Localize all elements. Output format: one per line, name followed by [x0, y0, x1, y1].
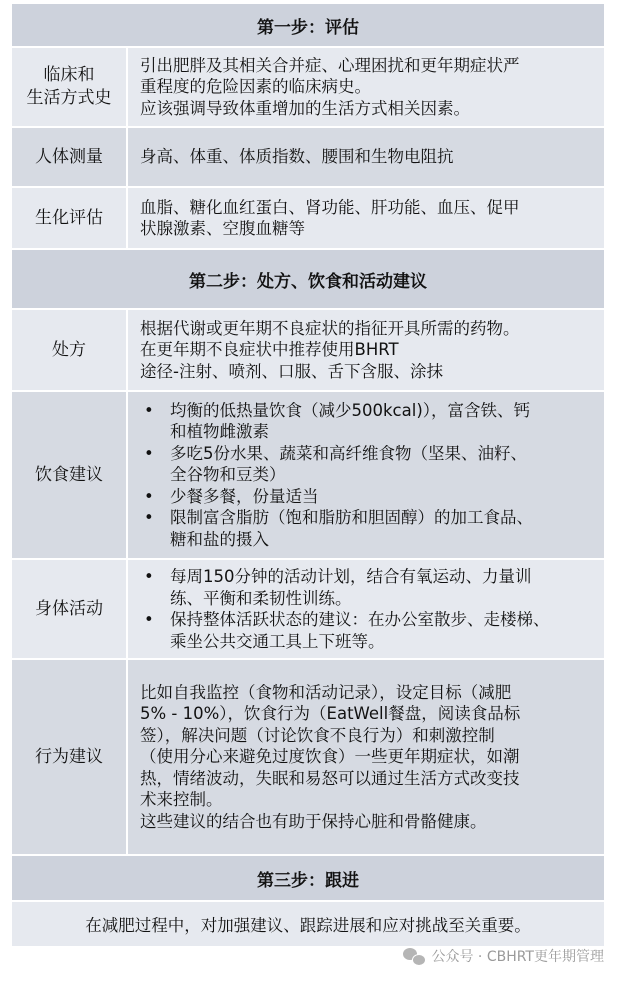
row-followup: [12, 902, 604, 948]
list-item: [140, 443, 596, 486]
step3-title: 第三步：跟进: [257, 870, 359, 891]
text-line: 根据代谢或更年期不良症状的指征开具所需的药物。: [140, 318, 520, 338]
row-diet: [12, 392, 604, 560]
wechat-icon: [403, 947, 425, 965]
row-content: [128, 48, 604, 126]
text-line: 全谷物和豆类）: [170, 465, 286, 485]
row-label: [12, 188, 128, 248]
list-item: [140, 400, 596, 443]
text-line: 血脂、糖化血红蛋白、肾功能、肝功能、血压、促甲: [140, 197, 520, 217]
label-text: 行为建议: [35, 746, 103, 767]
text-line: 应该强调导致体重增加的生活方式相关因素。: [140, 98, 470, 118]
row-label: [12, 310, 128, 390]
text-line: • 多吃5份水果、蔬菜和高纤维食物（坚果、油籽、: [170, 443, 527, 463]
row-biochemical: [12, 188, 604, 250]
label-text: 处方: [52, 339, 86, 360]
row-content: [128, 310, 604, 390]
text-line: 热，情绪波动，失眠和易怒可以通过生活方式改变技: [140, 768, 520, 788]
step3-header: [12, 856, 604, 902]
list-item: [140, 609, 596, 652]
row-clinical-history: [12, 48, 604, 128]
row-label: [12, 392, 128, 558]
label-text: 生化评估: [35, 207, 103, 228]
text-line: 术来控制。: [140, 790, 223, 810]
text-line: 途径-注射、喷剂、口服、舌下含服、涂抹: [140, 361, 443, 381]
text-line: 糖和盐的摄入: [170, 529, 269, 549]
step1-title: 第一步：评估: [257, 17, 359, 38]
list-item: [140, 507, 596, 550]
text-line: • 保持整体活跃状态的建议：在办公室散步、走楼梯、: [170, 610, 550, 629]
row-label: [12, 48, 128, 126]
row-prescription: [12, 310, 604, 392]
label-text: 身体活动: [35, 598, 103, 619]
treatment-table: [12, 4, 604, 948]
list-item: [140, 566, 596, 609]
label-text: 饮食建议: [35, 464, 103, 485]
text-line: • 每周150分钟的活动计划，结合有氧运动、力量训: [170, 567, 532, 586]
row-content: [128, 660, 604, 854]
text-line: • 均衡的低热量饮食（减少500kcal)），富含铁、钙: [170, 400, 531, 420]
text-line: 生活方式史: [26, 88, 112, 108]
watermark: [403, 946, 604, 966]
text-line: 和植物雌激素: [170, 422, 269, 442]
row-behavior: [12, 660, 604, 856]
diet-list: [140, 400, 596, 551]
followup-text: 在减肥过程中，对加强建议、跟踪进展和应对挑战至关重要。: [85, 916, 531, 935]
text-line: 乘坐公共交通工具上下班等。: [170, 631, 385, 651]
text-line: 临床和: [43, 65, 95, 85]
text-line: 这些建议的结合也有助于保持心脏和骨骼健康。: [140, 811, 487, 831]
text-line: 引出肥胖及其相关合并症、心理困扰和更年期症状严: [140, 55, 520, 75]
activity-list: [140, 566, 596, 652]
text-line: • 限制富含脂肪（饱和脂肪和胆固醇）的加工食品、: [170, 508, 533, 528]
row-label: [12, 128, 128, 186]
row-label: [12, 560, 128, 658]
text-line: 在更年期不良症状中推荐使用BHRT: [140, 340, 399, 360]
text-line: 5% - 10%），饮食行为（EatWell餐盘，阅读食品标: [140, 704, 521, 724]
step1-header: [12, 4, 604, 48]
row-content: [128, 560, 604, 658]
text-line: （使用分心来避免过度饮食）一些更年期症状，如潮: [140, 747, 520, 767]
watermark-text: 公众号 · CBHRT更年期管理: [431, 949, 604, 965]
row-activity: [12, 560, 604, 660]
text-line: • 少餐多餐，份量适当: [170, 486, 319, 506]
row-content: [128, 392, 604, 558]
text-line: 重程度的危险因素的临床病史。: [140, 77, 371, 97]
row-content: [128, 188, 604, 248]
label-text: [27, 64, 112, 110]
label-text: 人体测量: [35, 146, 103, 167]
text-line: 签），解决问题（讨论饮食不良行为）和刺激控制: [140, 725, 495, 745]
row-content: [128, 128, 604, 186]
row-anthropometry: [12, 128, 604, 188]
step2-title: 第二步：处方、饮食和活动建议: [189, 271, 427, 292]
list-item: [140, 486, 596, 508]
text-line: 比如自我监控（食物和活动记录），设定目标（减肥: [140, 682, 512, 702]
text-line: 状腺激素、空腹血糖等: [140, 219, 305, 238]
text-line: 身高、体重、体质指数、腰围和生物电阻抗: [140, 147, 454, 167]
text-line: 练、平衡和柔韧性训练。: [170, 588, 352, 608]
step2-header: [12, 250, 604, 310]
row-label: [12, 660, 128, 854]
